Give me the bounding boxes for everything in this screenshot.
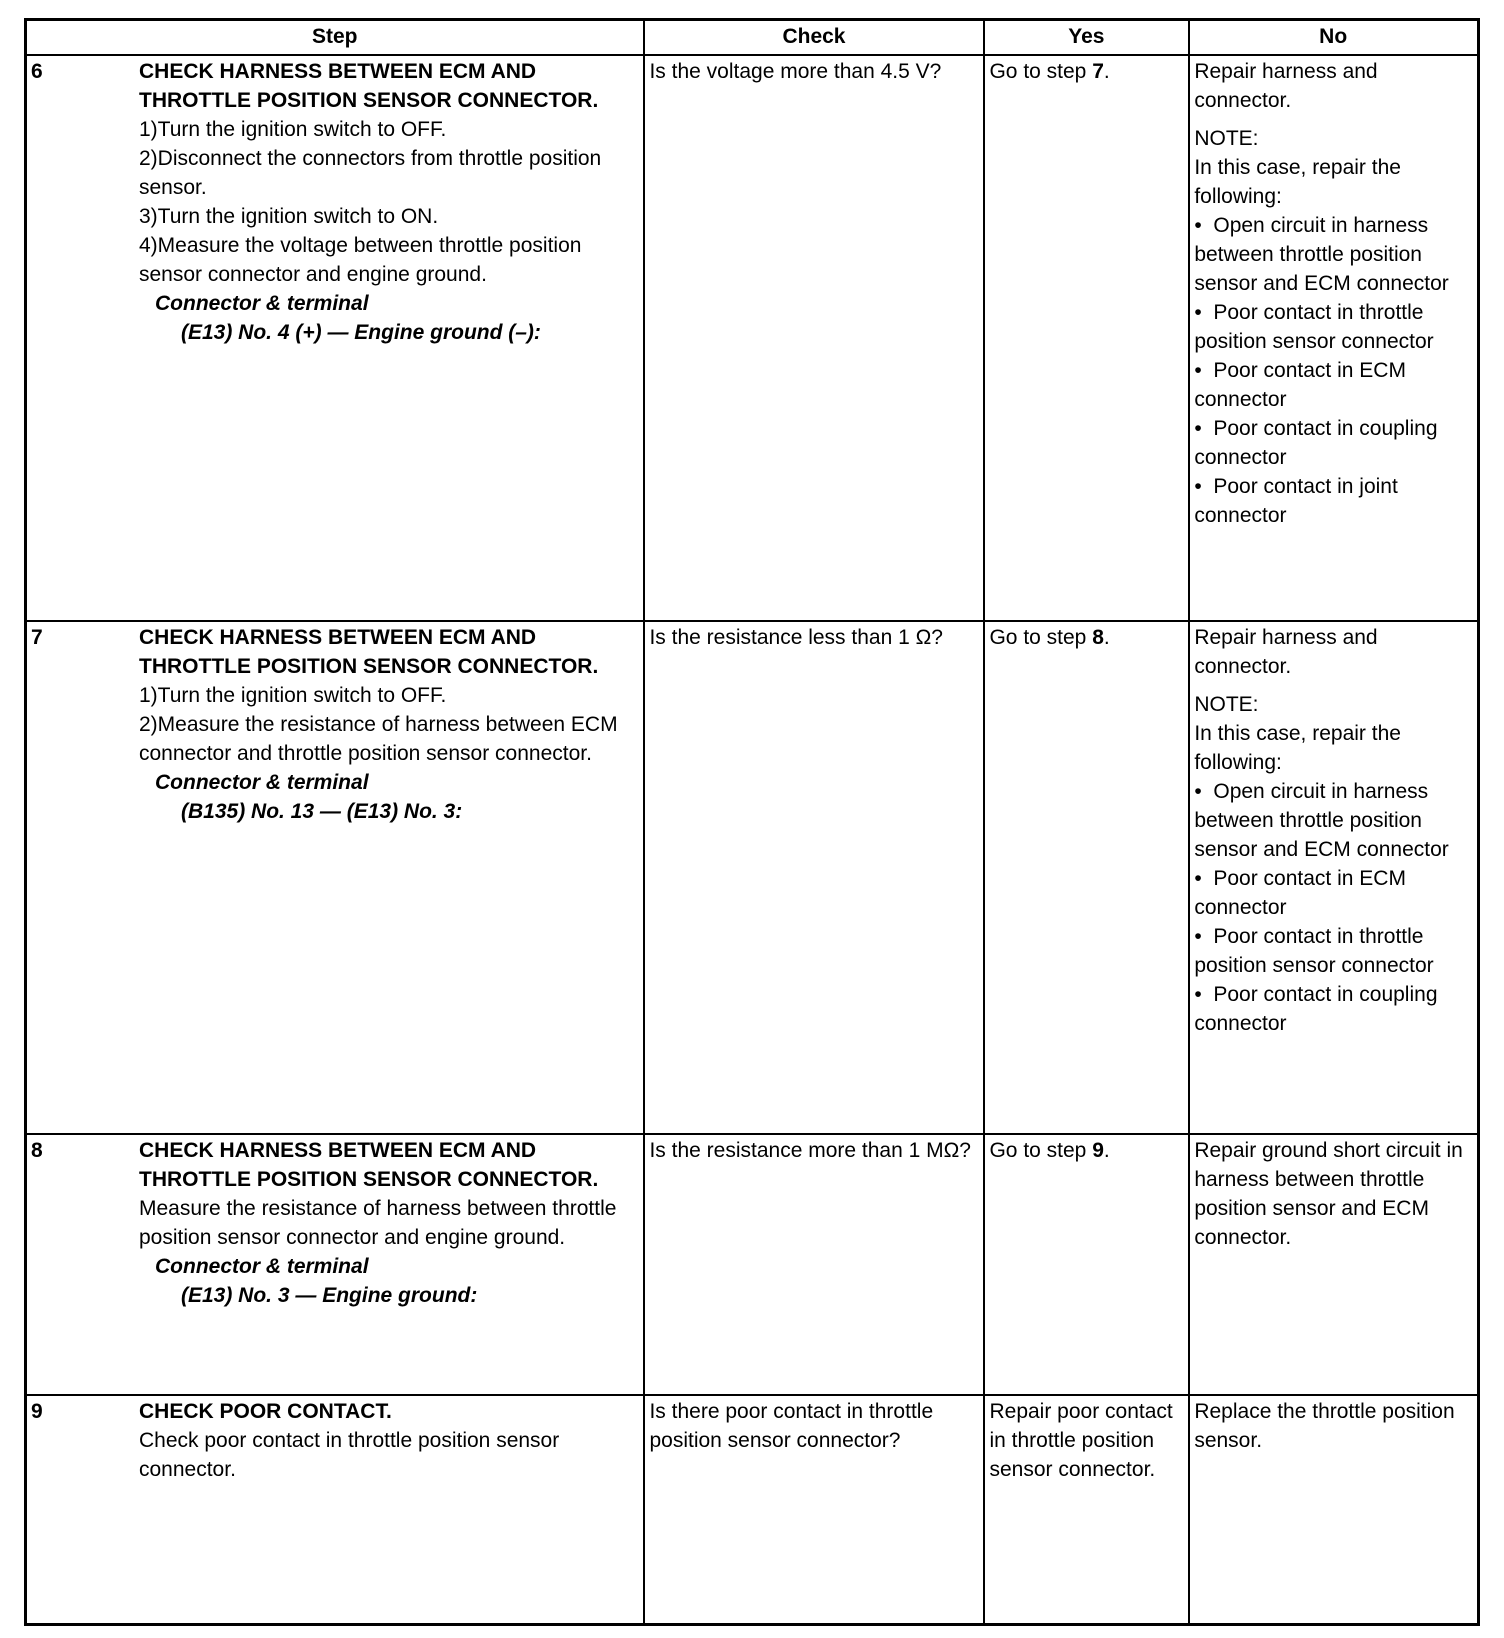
step-instruction: Check poor contact in throttle position sensor connector. xyxy=(139,1429,560,1481)
step-title: CHECK HARNESS BETWEEN ECM AND THROTTLE POSITION SENSOR CONNECTOR. xyxy=(139,626,599,678)
step-instruction: 3)Turn the ignition switch to ON. xyxy=(139,205,439,228)
yes-text: Go to step xyxy=(989,626,1093,649)
step-instruction: 2)Measure the resistance of harness between ECM connector and throttle position sensor connector. xyxy=(139,713,618,765)
table-row xyxy=(26,55,1479,621)
yes-cell xyxy=(984,55,1189,621)
header-row xyxy=(26,20,1479,56)
note-bullet: • Poor contact in ECM connector xyxy=(1194,356,1472,414)
step-body xyxy=(139,623,638,826)
note-bullet: • Poor contact in throttle position sensor connector xyxy=(1194,298,1472,356)
check-cell xyxy=(644,621,984,1134)
yes-step-ref: 9 xyxy=(1092,1139,1104,1162)
yes-text: Go to step xyxy=(989,60,1093,83)
column-header-step: Step xyxy=(26,20,645,56)
note-intro: In this case, repair the following: xyxy=(1194,156,1401,208)
no-cell xyxy=(1189,1134,1478,1395)
yes-step-ref: 7 xyxy=(1092,60,1104,83)
yes-text-end: . xyxy=(1103,60,1110,83)
yes-text-end: . xyxy=(1103,1139,1110,1162)
step-number: 9 xyxy=(31,1400,43,1423)
connector-terminal-label: Connector & terminal xyxy=(155,1255,369,1278)
yes-text: Go to step xyxy=(989,1139,1093,1162)
note-bullet: • Open circuit in harness between throttle position sensor and ECM connector xyxy=(1194,777,1472,864)
step-title: CHECK HARNESS BETWEEN ECM AND THROTTLE POSITION SENSOR CONNECTOR. xyxy=(139,1139,599,1191)
note-bullet: • Poor contact in coupling connector xyxy=(1194,414,1472,472)
note-label: NOTE: xyxy=(1194,693,1259,716)
step-body xyxy=(139,1397,638,1484)
step-cell xyxy=(26,1395,645,1625)
connector-terminal-detail: (E13) No. 3 — Engine ground: xyxy=(181,1284,478,1307)
note-bullet: • Poor contact in coupling connector xyxy=(1194,980,1472,1038)
table-row xyxy=(26,621,1479,1134)
step-cell xyxy=(26,1134,645,1395)
connector-terminal-detail: (E13) No. 4 (+) — Engine ground (–): xyxy=(181,321,541,344)
connector-terminal-detail: (B135) No. 13 — (E13) No. 3: xyxy=(181,800,463,823)
no-action: Repair ground short circuit in harness between throttle position sensor and ECM connector. xyxy=(1194,1139,1463,1249)
no-cell xyxy=(1189,621,1478,1134)
no-cell xyxy=(1189,1395,1478,1625)
step-number: 6 xyxy=(31,60,43,83)
note-label: NOTE: xyxy=(1194,127,1259,150)
check-question: Is the voltage more than 4.5 V? xyxy=(649,60,942,83)
connector-terminal-label: Connector & terminal xyxy=(155,771,369,794)
table-row xyxy=(26,1395,1479,1625)
note-bullet: • Open circuit in harness between throttle position sensor and ECM connector xyxy=(1194,211,1472,298)
step-instruction: 2)Disconnect the connectors from throttle position sensor. xyxy=(139,147,602,199)
note-bullet: • Poor contact in ECM connector xyxy=(1194,864,1472,922)
yes-text: Repair poor contact in throttle position sensor connector. xyxy=(989,1400,1173,1481)
step-cell xyxy=(26,621,645,1134)
note-intro: In this case, repair the following: xyxy=(1194,722,1401,774)
column-header-no: No xyxy=(1189,20,1478,56)
check-question: Is the resistance more than 1 MΩ? xyxy=(649,1139,971,1162)
yes-text-end: . xyxy=(1103,626,1110,649)
step-title: CHECK POOR CONTACT. xyxy=(139,1400,392,1423)
note-bullet: • Poor contact in joint connector xyxy=(1194,472,1472,530)
check-cell xyxy=(644,1134,984,1395)
step-instruction: Measure the resistance of harness between throttle position sensor connector and engine ground. xyxy=(139,1197,617,1249)
step-title: CHECK HARNESS BETWEEN ECM AND THROTTLE POSITION SENSOR CONNECTOR. xyxy=(139,60,599,112)
table-row xyxy=(26,1134,1479,1395)
step-number: 8 xyxy=(31,1139,43,1162)
no-cell xyxy=(1189,55,1478,621)
note-bullet: • Poor contact in throttle position sensor connector xyxy=(1194,922,1472,980)
check-cell xyxy=(644,1395,984,1625)
column-header-check: Check xyxy=(644,20,984,56)
yes-cell xyxy=(984,1134,1189,1395)
check-question: Is there poor contact in throttle position sensor connector? xyxy=(649,1400,934,1452)
step-instruction: 4)Measure the voltage between throttle position sensor connector and engine ground. xyxy=(139,234,582,286)
yes-cell xyxy=(984,1395,1189,1625)
step-number: 7 xyxy=(31,626,43,649)
no-action: Repair harness and connector. xyxy=(1194,60,1378,112)
connector-terminal-label: Connector & terminal xyxy=(155,292,369,315)
step-instruction: 1)Turn the ignition switch to OFF. xyxy=(139,118,447,141)
check-cell xyxy=(644,55,984,621)
step-cell xyxy=(26,55,645,621)
no-action: Replace the throttle position sensor. xyxy=(1194,1400,1455,1452)
step-body xyxy=(139,1136,638,1310)
step-body xyxy=(139,57,638,347)
yes-cell xyxy=(984,621,1189,1134)
check-question: Is the resistance less than 1 Ω? xyxy=(649,626,943,649)
no-action: Repair harness and connector. xyxy=(1194,626,1378,678)
diagnostic-table xyxy=(24,18,1480,1626)
step-instruction: 1)Turn the ignition switch to OFF. xyxy=(139,684,447,707)
yes-step-ref: 8 xyxy=(1092,626,1104,649)
column-header-yes: Yes xyxy=(984,20,1189,56)
